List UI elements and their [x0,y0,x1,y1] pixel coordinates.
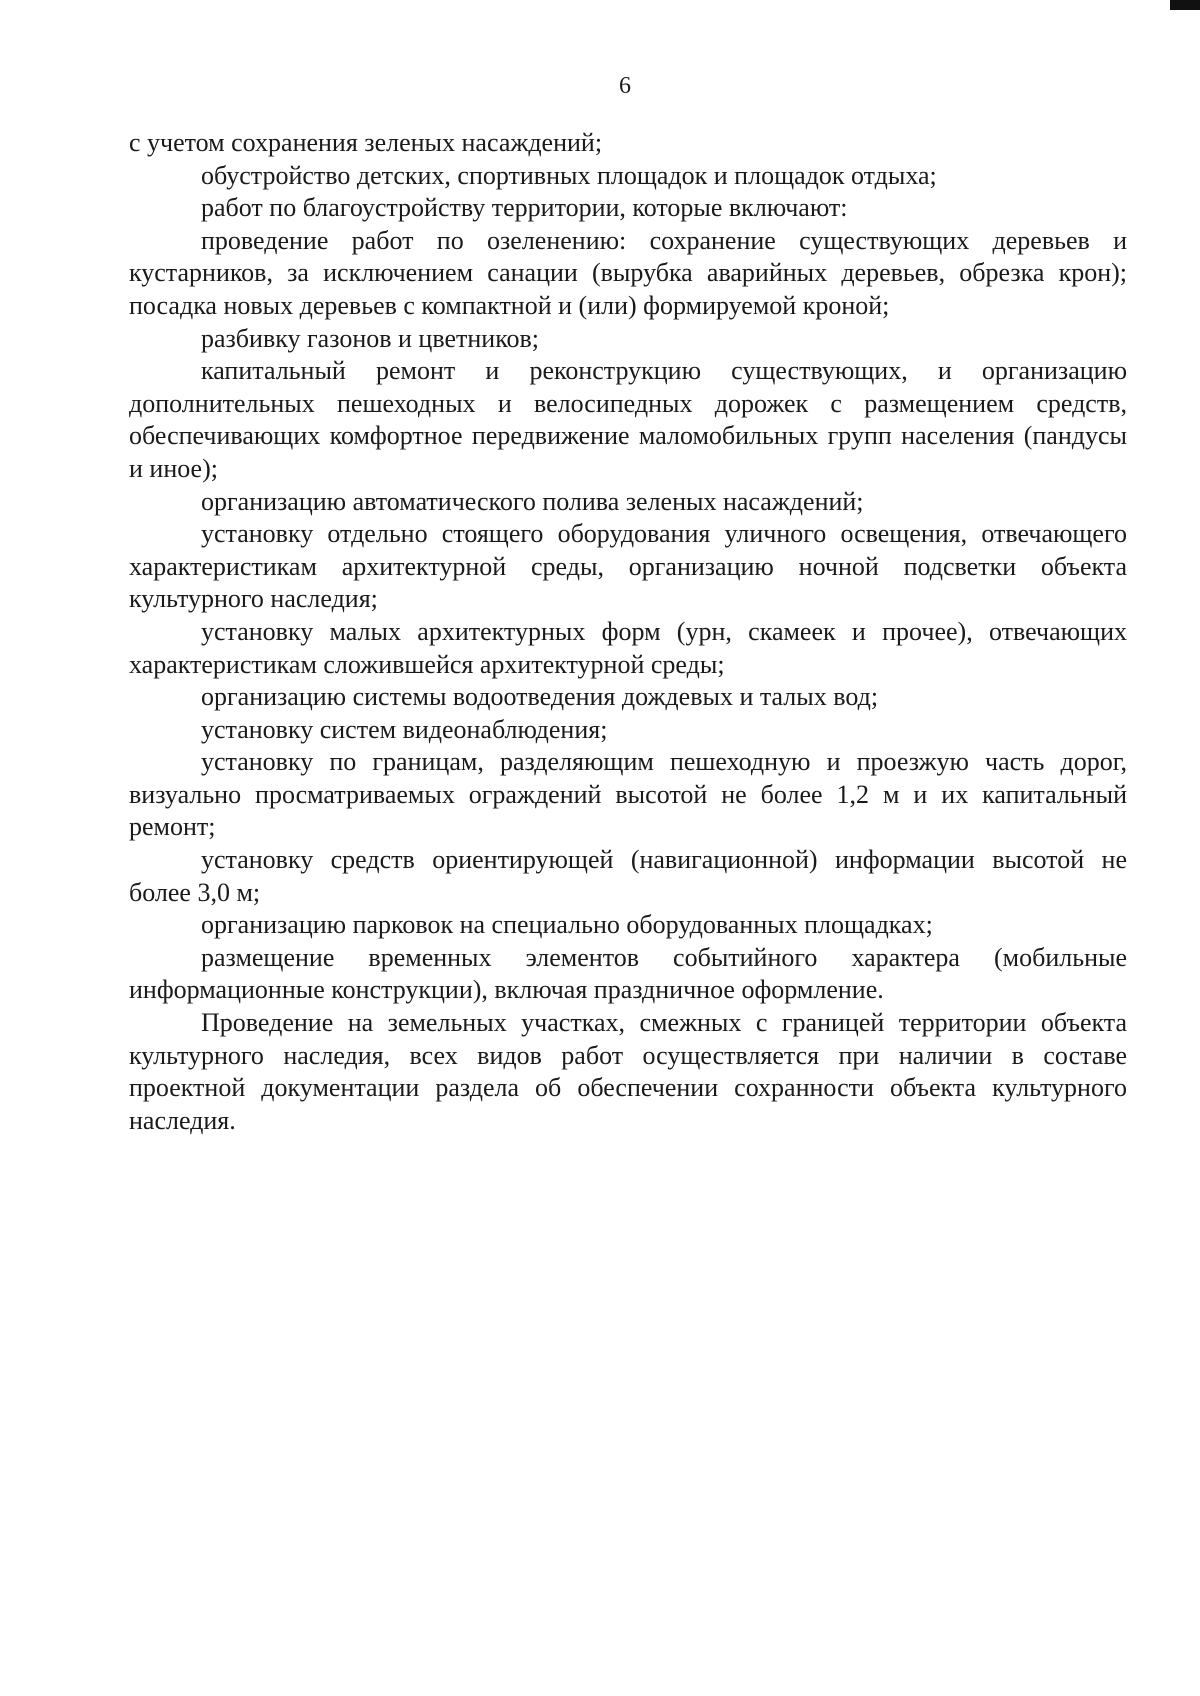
paragraph: установку систем видеонаблюдения; [201,714,608,744]
paragraph: проведение работ по озеленению: сохранение существующих деревьев и кустарников, за исключением санации (вырубка аварийных деревьев, обрезка крон); посадка новых деревьев с компактной и (или) формируемой кроной; [129,225,1127,320]
page-number: 6 [619,73,631,99]
paragraph: организацию автоматического полива зеленых насаждений; [201,486,864,516]
paragraph: Проведение на земельных участках, смежных с границей территории объекта культурного наследия, всех видов работ осуществляется при наличии в составе проектной документации раздела об обеспечении сохранности объекта культурного наследия. [129,1008,1127,1135]
paragraph: обустройство детских, спортивных площадок и площадок отдыха; [201,160,937,190]
paragraph: с учетом сохранения зеленых насаждений; [129,128,603,157]
paragraph: организацию парковок на специально оборудованных площадках; [201,910,933,940]
document-body [129,127,1127,1137]
paragraph: работ по благоустройству территории, которые включают: [201,193,848,223]
paragraph: разбивку газонов и цветников; [201,323,539,353]
paragraph: установку по границам, разделяющим пешеходную и проезжую часть дорог, визуально просматриваемых ограждений высотой не более 1,2 м и их капитальный ремонт; [129,747,1127,842]
paragraph: организацию системы водоотведения дождевых и талых вод; [201,682,879,712]
paragraph: установку средств ориентирующей (навигационной) информации высотой не более 3,0 м; [129,845,1127,907]
scan-corner-mark [1170,0,1200,10]
paragraph: капитальный ремонт и реконструкцию существующих, и организацию дополнительных пешеходных и велосипедных дорожек с размещением средств, обеспечивающих комфортное передвижение маломобильных групп населения (пандусы и иное); [129,356,1127,483]
paragraph: установку малых архитектурных форм (урн, скамеек и прочее), отвечающих характеристикам сложившейся архитектурной среды; [129,616,1127,679]
paragraph: размещение временных элементов событийного характера (мобильные информационные конструкции), включая праздничное оформление. [129,942,1127,1005]
paragraph: установку отдельно стоящего оборудования уличного освещения, отвечающего характеристикам архитектурной среды, организацию ночной подсветки объекта культурного наследия; [129,519,1127,614]
